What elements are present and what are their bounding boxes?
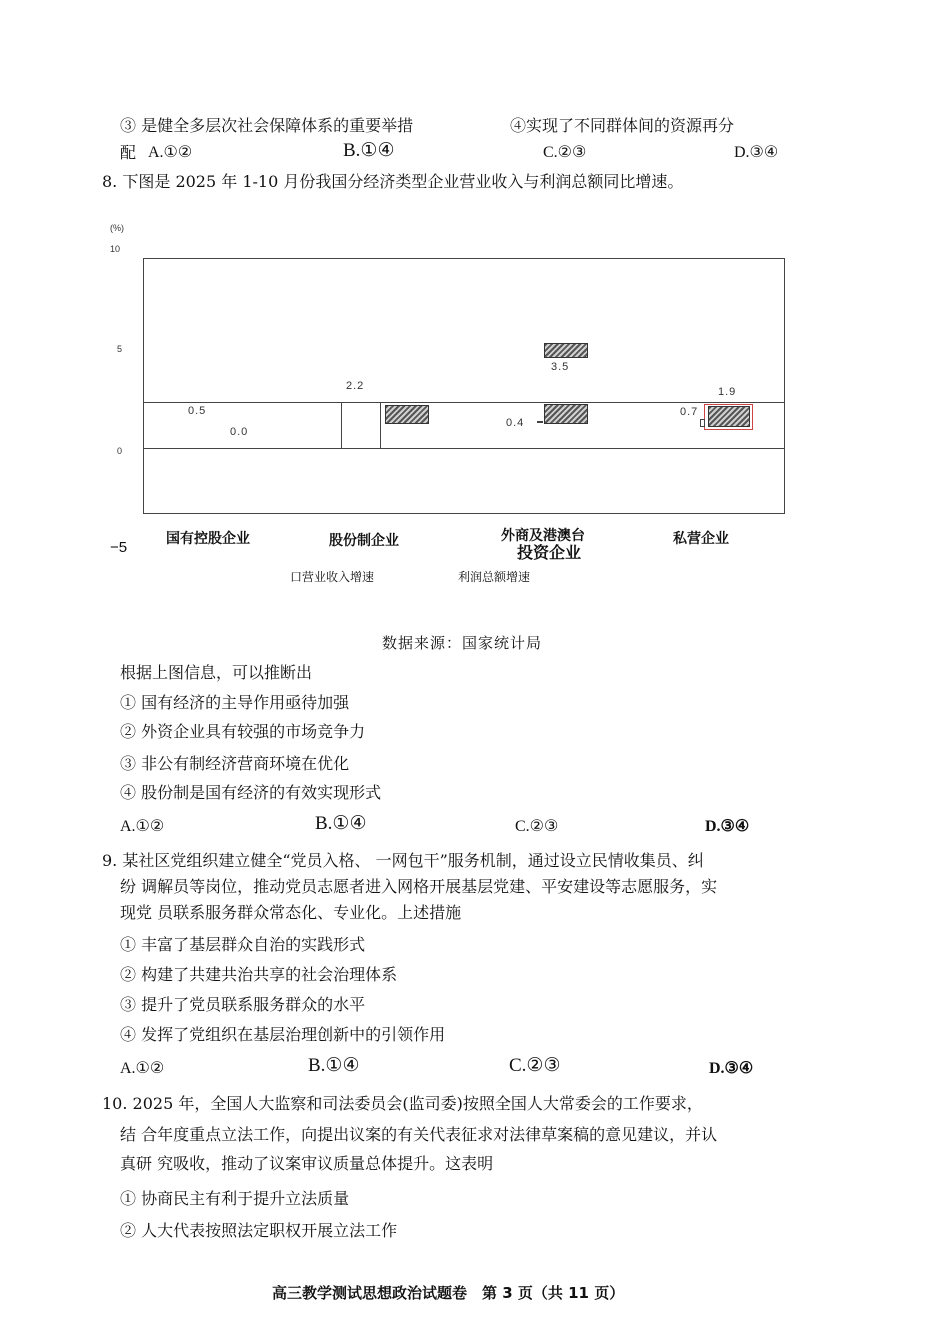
label-revenue-foreign: 0.4 — [506, 417, 525, 429]
q10-item-2: ② 人大代表按照法定职权开展立法工作 — [120, 1221, 398, 1240]
q9-stem-line-3: 现党 员联系服务群众常态化、专业化。上述措施 — [120, 903, 462, 922]
category-state-holding: 国有控股企业 — [166, 531, 250, 547]
q8-item-2: ② 外资企业具有较强的市场竞争力 — [120, 722, 366, 741]
q9-stem-line-2: 纷 调解员等岗位，推动党员志愿者进入网格开展基层党建、平安建设等志愿服务，实 — [120, 877, 718, 896]
bar-profit-joint-stock — [385, 405, 429, 424]
zero-line — [143, 448, 784, 449]
chart-source: 数据来源：国家统计局 — [382, 634, 543, 652]
q10-item-1: ① 协商民主有利于提升立法质量 — [120, 1189, 350, 1208]
q9-item-3: ③ 提升了党员联系服务群众的水平 — [120, 995, 366, 1014]
label-revenue-private: 0.7 — [680, 406, 699, 418]
q7-option-4: ④实现了不同群体间的资源再分 — [510, 116, 735, 135]
y-tick-10: 10 — [110, 244, 121, 254]
page-footer: 高三教学测试思想政治试题卷 第 3 页（共 11 页） — [272, 1284, 625, 1302]
bar-revenue-joint-stock — [341, 402, 381, 448]
q9-choice-d: D.③④ — [709, 1060, 754, 1077]
q8-stem: 8. 下图是 2025 年 1-10 月份我国分经济类型企业营业收入与利润总额同比增速。 — [102, 172, 684, 191]
q8-choice-d: D.③④ — [705, 818, 750, 835]
bar-profit-foreign — [544, 343, 588, 358]
y-tick-0: 0 — [117, 446, 123, 456]
category-joint-stock: 股份制企业 — [329, 533, 399, 549]
q9-item-2: ② 构建了共建共治共享的社会治理体系 — [120, 965, 398, 984]
category-foreign-line2: 投资企业 — [517, 543, 582, 562]
q8-item-3: ③ 非公有制经济营商环境在优化 — [120, 754, 350, 773]
bar-revenue-foreign — [537, 421, 543, 423]
q8-choice-a: A.①② — [120, 818, 165, 835]
q7-choice-c: C.②③ — [543, 144, 587, 161]
plot-frame — [143, 258, 785, 514]
label-profit-foreign: 3.5 — [551, 361, 570, 373]
category-private: 私营企业 — [673, 531, 729, 547]
bar-profit-private — [708, 406, 750, 427]
q7-option-3: ③ 是健全多层次社会保障体系的重要举措 — [120, 116, 414, 135]
q10-stem-line-1: 10. 2025 年，全国人大监察和司法委员会(监司委)按照全国人大常委会的工作要求， — [102, 1094, 703, 1113]
reference-line — [143, 402, 784, 403]
q7-option-4-continued: 配 — [120, 143, 137, 162]
label-profit-state: 0.0 — [230, 426, 249, 438]
q8-chart — [100, 215, 820, 615]
category-foreign: 外商及港澳台 — [501, 528, 585, 544]
q8-item-1: ① 国有经济的主导作用亟待加强 — [120, 693, 350, 712]
q8-item-4: ④ 股份制是国有经济的有效实现形式 — [120, 783, 382, 802]
q10-stem-line-3: 真研 究吸收，推动了议案审议质量总体提升。这表明 — [120, 1154, 494, 1173]
q10-stem-line-2: 结 合年度重点立法工作，向提出议案的有关代表征求对法律草案稿的意见建议，并认 — [120, 1125, 718, 1144]
bar-revenue-private — [700, 419, 705, 427]
q8-choice-b: B.①④ — [315, 813, 367, 834]
q9-item-1: ① 丰富了基层群众自治的实践形式 — [120, 935, 366, 954]
q7-choice-d: D.③④ — [734, 144, 779, 161]
label-revenue-joint-stock: 2.2 — [346, 380, 365, 392]
q7-choice-b: B.①④ — [343, 140, 395, 161]
q7-choice-a: A.①② — [148, 144, 193, 161]
q9-choice-a: A.①② — [120, 1060, 165, 1077]
q9-item-4: ④ 发挥了党组织在基层治理创新中的引领作用 — [120, 1025, 446, 1044]
q8-lead: 根据上图信息，可以推断出 — [120, 663, 313, 682]
q9-stem-line-1: 9. 某社区党组织建立健全“党员入格、 一网包干”服务机制，通过设立民情收集员、纠 — [102, 851, 704, 870]
label-revenue-state: 0.5 — [188, 405, 207, 417]
bar-profit-foreign-lower — [544, 404, 588, 424]
q9-choice-c: C.②③ — [509, 1055, 561, 1076]
q9-choice-b: B.①④ — [308, 1055, 360, 1076]
legend-revenue: 口营业收入增速 — [290, 570, 375, 584]
legend-profit: 利润总额增速 — [458, 570, 531, 584]
y-tick-minus-5: −5 — [110, 539, 128, 556]
y-tick-5: 5 — [117, 344, 123, 354]
label-profit-private: 1.9 — [718, 386, 737, 398]
y-unit-label: (%) — [110, 223, 124, 233]
q8-choice-c: C.②③ — [515, 818, 559, 835]
